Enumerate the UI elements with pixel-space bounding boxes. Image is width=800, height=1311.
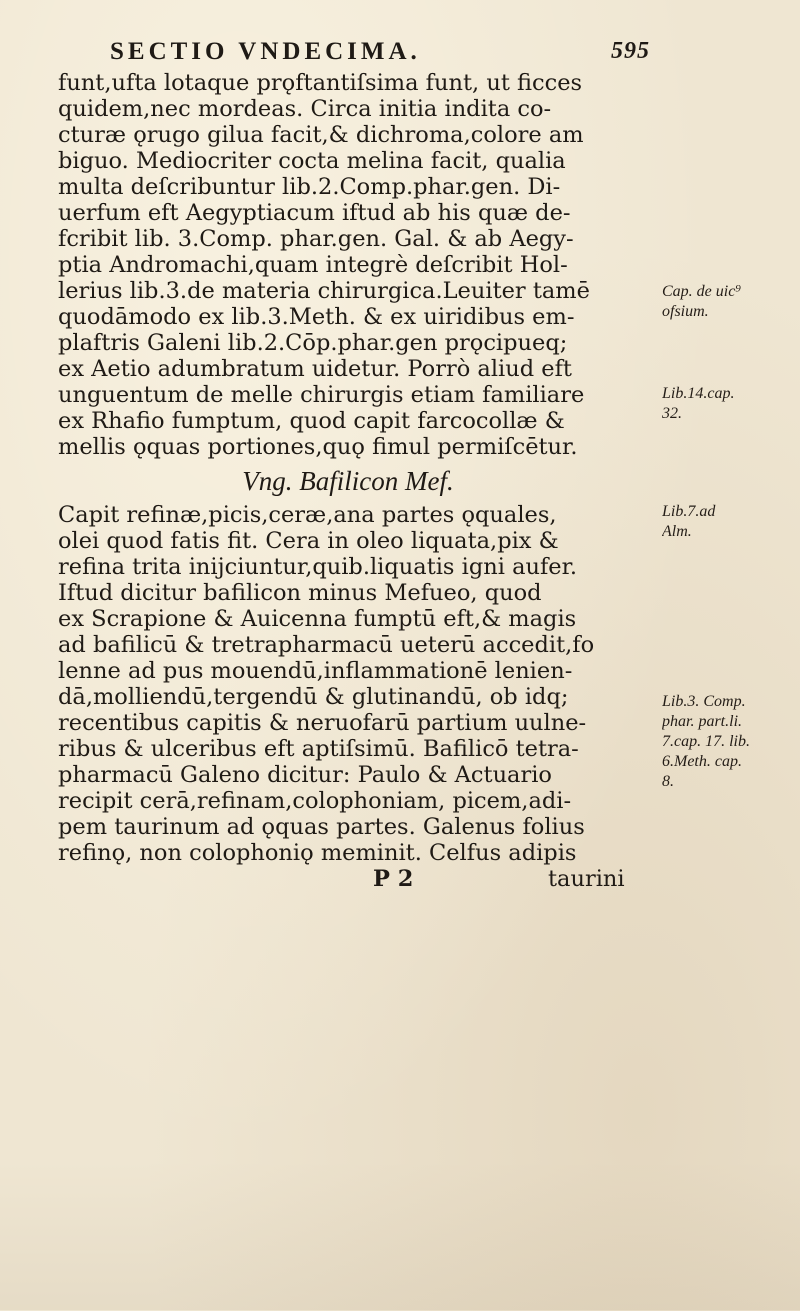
recipe-heading: Vng. Bafilicon Mef. — [242, 466, 454, 496]
text-line: ptia Andromachi,quam integrè deſcribit Hol- — [58, 252, 568, 278]
running-header — [110, 38, 650, 72]
margin-note-line: ofsium. — [662, 303, 709, 320]
margin-note-line: 6.Meth. cap. — [662, 753, 742, 770]
text-line: quodāmodo ex lib.3.Meth. & ex uiridibus em- — [58, 304, 575, 330]
catchline — [58, 866, 638, 896]
text-line: olei quod fatis fit. Cera in oleo liquata,pix & — [58, 528, 559, 554]
paper-aging-shade — [0, 1160, 800, 1310]
text-line: lerius lib.3.de materia chirurgica.Leuiter tamē — [58, 278, 590, 304]
margin-note — [662, 282, 797, 322]
margin-note-line: Alm. — [662, 523, 692, 540]
margin-note-line: Lib.7.ad — [662, 503, 716, 520]
text-line: unguentum de melle chirurgis etiam familiare — [58, 382, 585, 408]
text-line: quidem,nec mordeas. Circa initia indita co- — [58, 96, 552, 122]
text-line: Iftud dicitur bafilicon minus Mefueo, quod — [58, 580, 542, 606]
text-line: ex Scrapione & Auicenna fumptū eft,& magis — [58, 606, 577, 632]
text-line: lenne ad pus mouendū,inflammationē lenien- — [58, 658, 573, 684]
text-line: Capit refinæ,picis,ceræ,ana partes ǫquales, — [58, 502, 557, 528]
text-line: pharmacū Galeno dicitur: Paulo & Actuario — [58, 762, 552, 788]
margin-note-line: Lib.3. Comp. — [662, 693, 746, 710]
margin-note — [662, 384, 797, 424]
main-text-block — [58, 70, 638, 896]
margin-note-line: phar. part.li. — [662, 713, 743, 730]
text-line: refinǫ, non colophoniǫ meminit. Celfus adipis — [58, 840, 577, 866]
margin-note-line: 8. — [662, 773, 674, 790]
page-number: 595 — [611, 38, 650, 64]
text-line: recentibus capitis & neruofarū partium uulne- — [58, 710, 587, 736]
text-line: mellis ǫquas portiones,quǫ fimul permiſcētur. — [58, 434, 578, 460]
catchword: taurini — [548, 866, 625, 892]
margin-note — [662, 692, 797, 792]
margin-note-line: 32. — [662, 405, 682, 422]
text-line: biguo. Mediocriter cocta melina facit, qualia — [58, 148, 566, 174]
text-line: dā,molliendū,tergendū & glutinandū, ob idq; — [58, 684, 569, 710]
margin-note-line: Cap. de uic⁹ — [662, 283, 741, 300]
text-line: plaftris Galeni lib.2.Cōp.phar.gen prǫcipueq; — [58, 330, 568, 356]
margin-note — [662, 502, 797, 542]
text-line: uerfum eft Aegyptiacum iftud ab his quæ de- — [58, 200, 571, 226]
text-line: cturæ ǫrugo gilua facit,& dichroma,colore am — [58, 122, 584, 148]
text-line: multa deſcribuntur lib.2.Comp.phar.gen. Di- — [58, 174, 561, 200]
signature-mark: P 2 — [373, 866, 414, 892]
text-line: ex Aetio adumbratum uidetur. Porrò aliud eft — [58, 356, 572, 382]
text-line: funt,ufta lotaque prǫftantiſsima funt, ut ficces — [58, 70, 583, 96]
margin-note-line: Lib.14.cap. — [662, 385, 735, 402]
text-line: recipit cerā,refinam,colophoniam, picem,adi- — [58, 788, 572, 814]
section-title: SECTIO VNDECIMA. — [110, 38, 421, 65]
text-line: fcribit lib. 3.Comp. phar.gen. Gal. & ab Aegy- — [58, 226, 574, 252]
text-line: ex Rhafio fumptum, quod capit farcocollæ & — [58, 408, 565, 434]
text-line: ad bafilicū & tretrapharmacū ueterū accedit,fo — [58, 632, 595, 658]
text-line: refina trita inijciuntur,quib.liquatis igni aufer. — [58, 554, 578, 580]
text-line: pem taurinum ad ǫquas partes. Galenus folius — [58, 814, 585, 840]
margin-note-line: 7.cap. 17. lib. — [662, 733, 750, 750]
text-line: ribus & ulceribus eft aptiſsimū. Bafilicō tetra- — [58, 736, 579, 762]
